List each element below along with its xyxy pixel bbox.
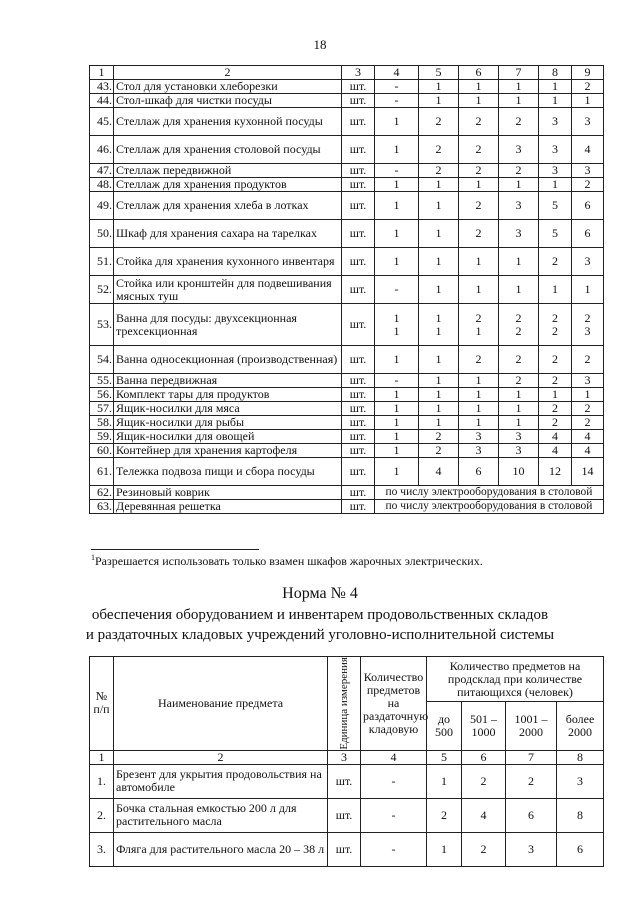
unit: шт.: [328, 798, 361, 832]
row-number: 55.: [90, 374, 114, 388]
table-row: [90, 430, 604, 444]
unit: шт.: [342, 276, 375, 304]
quantity: 1: [499, 388, 539, 402]
column-number: 8: [557, 750, 604, 764]
quantity: 1: [539, 178, 572, 192]
column-number: 4: [375, 66, 419, 80]
quantity: 2: [459, 108, 499, 136]
column-number: 7: [506, 750, 557, 764]
unit: шт.: [342, 248, 375, 276]
row-number: 2.: [90, 798, 114, 832]
unit: шт.: [342, 192, 375, 220]
item-name: Шкаф для хранения сахара на тарелках: [114, 220, 342, 248]
column-number: 2: [114, 66, 342, 80]
row-number: 1.: [90, 764, 114, 798]
quantity: 1: [375, 192, 419, 220]
table-row: [90, 458, 604, 486]
warehouse-quantity: 2: [427, 798, 462, 832]
quantity: 2: [539, 374, 572, 388]
quantity: 1: [459, 94, 499, 108]
norm-subtitle: [0, 605, 640, 645]
norm-subtitle-line-1: обеспечения оборудованием и инвентарем продовольственных складов: [91, 607, 549, 623]
quantity: 1: [572, 276, 604, 304]
header-number: № п/п: [90, 657, 114, 751]
table-row: [90, 136, 604, 164]
table-row: [90, 192, 604, 220]
norm-title: Норма № 4: [282, 585, 358, 602]
quantity: 1: [419, 276, 459, 304]
item-name: Ящик-носилки для рыбы: [114, 416, 342, 430]
row-number: 44.: [90, 94, 114, 108]
unit: шт.: [342, 486, 375, 500]
quantity: 3: [459, 430, 499, 444]
table-row: [90, 248, 604, 276]
row-number: 46.: [90, 136, 114, 164]
table-row: [90, 80, 604, 94]
quantity: 1: [375, 346, 419, 374]
quantity: 2: [499, 108, 539, 136]
table-row: [90, 108, 604, 136]
quantity: 1: [419, 192, 459, 220]
quantity: 2: [419, 444, 459, 458]
column-number: 3: [328, 750, 361, 764]
column-number: 2: [114, 750, 328, 764]
item-name: Стеллаж для хранения продуктов: [114, 178, 342, 192]
quantity: 2: [572, 346, 604, 374]
quantity: 2: [459, 136, 499, 164]
table-row: [90, 764, 604, 798]
warehouse-quantity: 2: [462, 764, 506, 798]
unit: шт.: [342, 500, 375, 514]
unit: шт.: [342, 220, 375, 248]
column-number: 5: [419, 66, 459, 80]
item-name: Бочка стальная емкостью 200 л для растительного масла: [114, 798, 328, 832]
warehouse-quantity: 6: [557, 832, 604, 866]
pantry-quantity: -: [361, 764, 427, 798]
item-name: Стеллаж передвижной: [114, 164, 342, 178]
unit: шт.: [342, 346, 375, 374]
table-row: [90, 486, 604, 500]
quantity: 1: [499, 94, 539, 108]
column-number: 8: [539, 66, 572, 80]
warehouse-equipment-table: [89, 656, 604, 867]
unit: шт.: [342, 80, 375, 94]
warehouse-quantity: 6: [506, 798, 557, 832]
quantity: 3: [499, 220, 539, 248]
unit: шт.: [342, 388, 375, 402]
item-name: Стеллаж для хранения столовой посуды: [114, 136, 342, 164]
quantity: 1: [419, 388, 459, 402]
quantity: 1: [459, 402, 499, 416]
quantity: 2: [419, 136, 459, 164]
quantity: 2: [419, 164, 459, 178]
footnote-mark: 1: [91, 553, 95, 562]
item-name: Деревянная решетка: [114, 500, 342, 514]
unit: шт.: [342, 374, 375, 388]
quantity: 2: [499, 164, 539, 178]
quantity: -: [375, 164, 419, 178]
quantity: 1 1: [419, 304, 459, 346]
quantity: 1: [459, 416, 499, 430]
equipment-table-continued: [89, 65, 604, 514]
quantity: 1: [572, 388, 604, 402]
quantity: 6: [572, 192, 604, 220]
quantity: 1: [499, 178, 539, 192]
warehouse-quantity: 8: [557, 798, 604, 832]
quantity: 4: [572, 444, 604, 458]
unit: шт.: [342, 178, 375, 192]
item-name: Стеллаж для хранения хлеба в лотках: [114, 192, 342, 220]
unit: шт.: [328, 832, 361, 866]
row-number: 51.: [90, 248, 114, 276]
pantry-quantity: -: [361, 798, 427, 832]
quantity: 2: [572, 178, 604, 192]
row-number: 50.: [90, 220, 114, 248]
quantity: 1: [539, 276, 572, 304]
item-name: Резиновый коврик: [114, 486, 342, 500]
item-name: Ванна односекционная (производственная): [114, 346, 342, 374]
table-row: [90, 94, 604, 108]
table-row: [90, 346, 604, 374]
quantity: 1: [459, 248, 499, 276]
column-number: 7: [499, 66, 539, 80]
item-name: Стойка или кронштейн для подвешивания мясных туш: [114, 276, 342, 304]
column-number: 1: [90, 66, 114, 80]
quantity: 2 3: [572, 304, 604, 346]
quantity: 2: [572, 416, 604, 430]
header-pantry-qty: Количество предметов на раздаточную кладовую: [361, 657, 427, 751]
quantity: 6: [459, 458, 499, 486]
quantity: 1: [419, 248, 459, 276]
warehouse-quantity: 3: [506, 832, 557, 866]
quantity: 1: [419, 416, 459, 430]
item-name: Контейнер для хранения картофеля: [114, 444, 342, 458]
quantity: 4: [539, 430, 572, 444]
table-row: [90, 374, 604, 388]
table-row: [90, 220, 604, 248]
header-warehouse-group: Количество предметов на продсклад при количестве питающихся (человек): [427, 657, 604, 702]
column-number-row: [90, 66, 604, 80]
norm-subtitle-line-2: и раздаточных кладовых учреждений уголовно-исполнительной системы: [85, 627, 555, 643]
quantity: 1: [499, 248, 539, 276]
quantity: 2: [459, 164, 499, 178]
table-row: [90, 178, 604, 192]
quantity: 1: [459, 276, 499, 304]
quantity: 1: [459, 178, 499, 192]
column-number: 5: [427, 750, 462, 764]
quantity: 2: [419, 430, 459, 444]
quantity: 1: [375, 402, 419, 416]
item-name: Стойка для хранения кухонного инвентаря: [114, 248, 342, 276]
quantity: -: [375, 374, 419, 388]
quantity: 1: [375, 416, 419, 430]
quantity: 4: [419, 458, 459, 486]
unit: шт.: [342, 94, 375, 108]
table-row: [90, 304, 604, 346]
row-number: 49.: [90, 192, 114, 220]
header-up-to-500: до 500: [427, 702, 462, 751]
quantity: 2: [499, 346, 539, 374]
item-name: Ящик-носилки для овощей: [114, 430, 342, 444]
quantity: 1: [539, 94, 572, 108]
row-number: 60.: [90, 444, 114, 458]
warehouse-quantity: 2: [462, 832, 506, 866]
warehouse-quantity: 1: [427, 764, 462, 798]
unit: шт.: [342, 304, 375, 346]
quantity: 14: [572, 458, 604, 486]
quantity: 1: [419, 94, 459, 108]
pantry-quantity: -: [361, 832, 427, 866]
item-name: Стеллаж для хранения кухонной посуды: [114, 108, 342, 136]
merged-quantity-note: по числу электрооборудования в столовой: [375, 486, 604, 500]
row-number: 63.: [90, 500, 114, 514]
quantity: 1: [375, 220, 419, 248]
item-name: Стол-шкаф для чистки посуды: [114, 94, 342, 108]
table-row: [90, 500, 604, 514]
quantity: 5: [539, 192, 572, 220]
quantity: 2 2: [539, 304, 572, 346]
table-row: [90, 388, 604, 402]
header-501-1000: 501 – 1000: [462, 702, 506, 751]
row-number: 3.: [90, 832, 114, 866]
table-row: [90, 276, 604, 304]
quantity: 3: [539, 136, 572, 164]
table-row: [90, 798, 604, 832]
quantity: 1: [419, 374, 459, 388]
unit: шт.: [342, 416, 375, 430]
quantity: 1: [419, 346, 459, 374]
footnote: [91, 553, 483, 569]
quantity: 1: [539, 388, 572, 402]
quantity: 1 1: [375, 304, 419, 346]
quantity: 3: [572, 374, 604, 388]
item-name: Брезент для укрытия продовольствия на автомобиле: [114, 764, 328, 798]
quantity: 3: [572, 248, 604, 276]
quantity: 2: [539, 402, 572, 416]
quantity: 2: [419, 108, 459, 136]
quantity: 1: [375, 458, 419, 486]
row-number: 43.: [90, 80, 114, 94]
unit: шт.: [342, 444, 375, 458]
row-number: 52.: [90, 276, 114, 304]
warehouse-quantity: 2: [506, 764, 557, 798]
row-number: 47.: [90, 164, 114, 178]
quantity: 2: [539, 416, 572, 430]
quantity: 1: [499, 276, 539, 304]
quantity: -: [375, 80, 419, 94]
quantity: 1: [375, 388, 419, 402]
row-number: 57.: [90, 402, 114, 416]
quantity: 2: [572, 402, 604, 416]
quantity: 4: [572, 430, 604, 444]
unit: шт.: [342, 458, 375, 486]
quantity: 5: [539, 220, 572, 248]
column-number: 3: [342, 66, 375, 80]
column-number: 4: [361, 750, 427, 764]
quantity: 1: [572, 94, 604, 108]
row-number: 53.: [90, 304, 114, 346]
quantity: 2 2: [499, 304, 539, 346]
header-item-name: Наименование предмета: [114, 657, 328, 751]
row-number: 48.: [90, 178, 114, 192]
item-name: Ящик-носилки для мяса: [114, 402, 342, 416]
column-number: 1: [90, 750, 114, 764]
unit: шт.: [342, 402, 375, 416]
quantity: 3: [499, 444, 539, 458]
quantity: 1: [419, 402, 459, 416]
quantity: 1: [375, 430, 419, 444]
quantity: 3: [499, 136, 539, 164]
quantity: 1: [419, 220, 459, 248]
quantity: -: [375, 94, 419, 108]
quantity: 2: [459, 192, 499, 220]
row-number: 61.: [90, 458, 114, 486]
quantity: 1: [375, 108, 419, 136]
item-name: Комплект тары для продуктов: [114, 388, 342, 402]
quantity: 6: [572, 220, 604, 248]
unit: шт.: [342, 136, 375, 164]
table-row: [90, 164, 604, 178]
quantity: 2: [572, 80, 604, 94]
quantity: 1: [499, 416, 539, 430]
quantity: 2: [539, 346, 572, 374]
column-number: 6: [459, 66, 499, 80]
warehouse-quantity: 3: [557, 764, 604, 798]
quantity: 1: [375, 136, 419, 164]
footnote-separator: [91, 549, 259, 550]
unit: шт.: [342, 164, 375, 178]
quantity: 10: [499, 458, 539, 486]
quantity: 1: [375, 248, 419, 276]
quantity: 1: [499, 80, 539, 94]
quantity: 1: [459, 80, 499, 94]
quantity: 1: [375, 444, 419, 458]
header-unit: Единица измерения: [338, 657, 350, 750]
item-name: Ванна передвижная: [114, 374, 342, 388]
table-row: [90, 444, 604, 458]
quantity: 2: [459, 220, 499, 248]
row-number: 45.: [90, 108, 114, 136]
row-number: 58.: [90, 416, 114, 430]
quantity: 1: [459, 374, 499, 388]
quantity: 1: [375, 178, 419, 192]
quantity: 1: [499, 402, 539, 416]
quantity: 12: [539, 458, 572, 486]
quantity: 1: [419, 178, 459, 192]
page-number: 18: [313, 37, 327, 52]
footnote-text: Разрешается использовать только взамен шкафов жарочных электрических.: [95, 554, 483, 568]
header-1001-2000: 1001 – 2000: [506, 702, 557, 751]
warehouse-quantity: 4: [462, 798, 506, 832]
quantity: -: [375, 276, 419, 304]
quantity: 3: [539, 164, 572, 178]
quantity: 3: [572, 108, 604, 136]
table-row: [90, 402, 604, 416]
quantity: 1: [459, 388, 499, 402]
item-name: Фляга для растительного масла 20 – 38 л: [114, 832, 328, 866]
row-number: 54.: [90, 346, 114, 374]
quantity: 3: [572, 164, 604, 178]
column-number: 6: [462, 750, 506, 764]
item-name: Стол для установки хлеборезки: [114, 80, 342, 94]
row-number: 59.: [90, 430, 114, 444]
quantity: 3: [539, 108, 572, 136]
warehouse-quantity: 1: [427, 832, 462, 866]
quantity: 4: [572, 136, 604, 164]
column-number-row: [90, 750, 604, 764]
quantity: 1: [539, 80, 572, 94]
quantity: 1: [419, 80, 459, 94]
unit: шт.: [328, 764, 361, 798]
unit: шт.: [342, 108, 375, 136]
quantity: 2: [459, 346, 499, 374]
item-name: Тележка подвоза пищи и сбора посуды: [114, 458, 342, 486]
quantity: 2 1: [459, 304, 499, 346]
header-unit-cell: [328, 657, 361, 751]
quantity: 3: [459, 444, 499, 458]
quantity: 2: [499, 374, 539, 388]
quantity: 2: [539, 248, 572, 276]
quantity: 3: [499, 430, 539, 444]
row-number: 56.: [90, 388, 114, 402]
header-over-2000: более 2000: [557, 702, 604, 751]
quantity: 4: [539, 444, 572, 458]
merged-quantity-note: по числу электрооборудования в столовой: [375, 500, 604, 514]
table-row: [90, 416, 604, 430]
row-number: 62.: [90, 486, 114, 500]
table-row: [90, 832, 604, 866]
item-name: Ванна для посуды: двухсекционная трехсекционная: [114, 304, 342, 346]
quantity: 3: [499, 192, 539, 220]
unit: шт.: [342, 430, 375, 444]
column-number: 9: [572, 66, 604, 80]
